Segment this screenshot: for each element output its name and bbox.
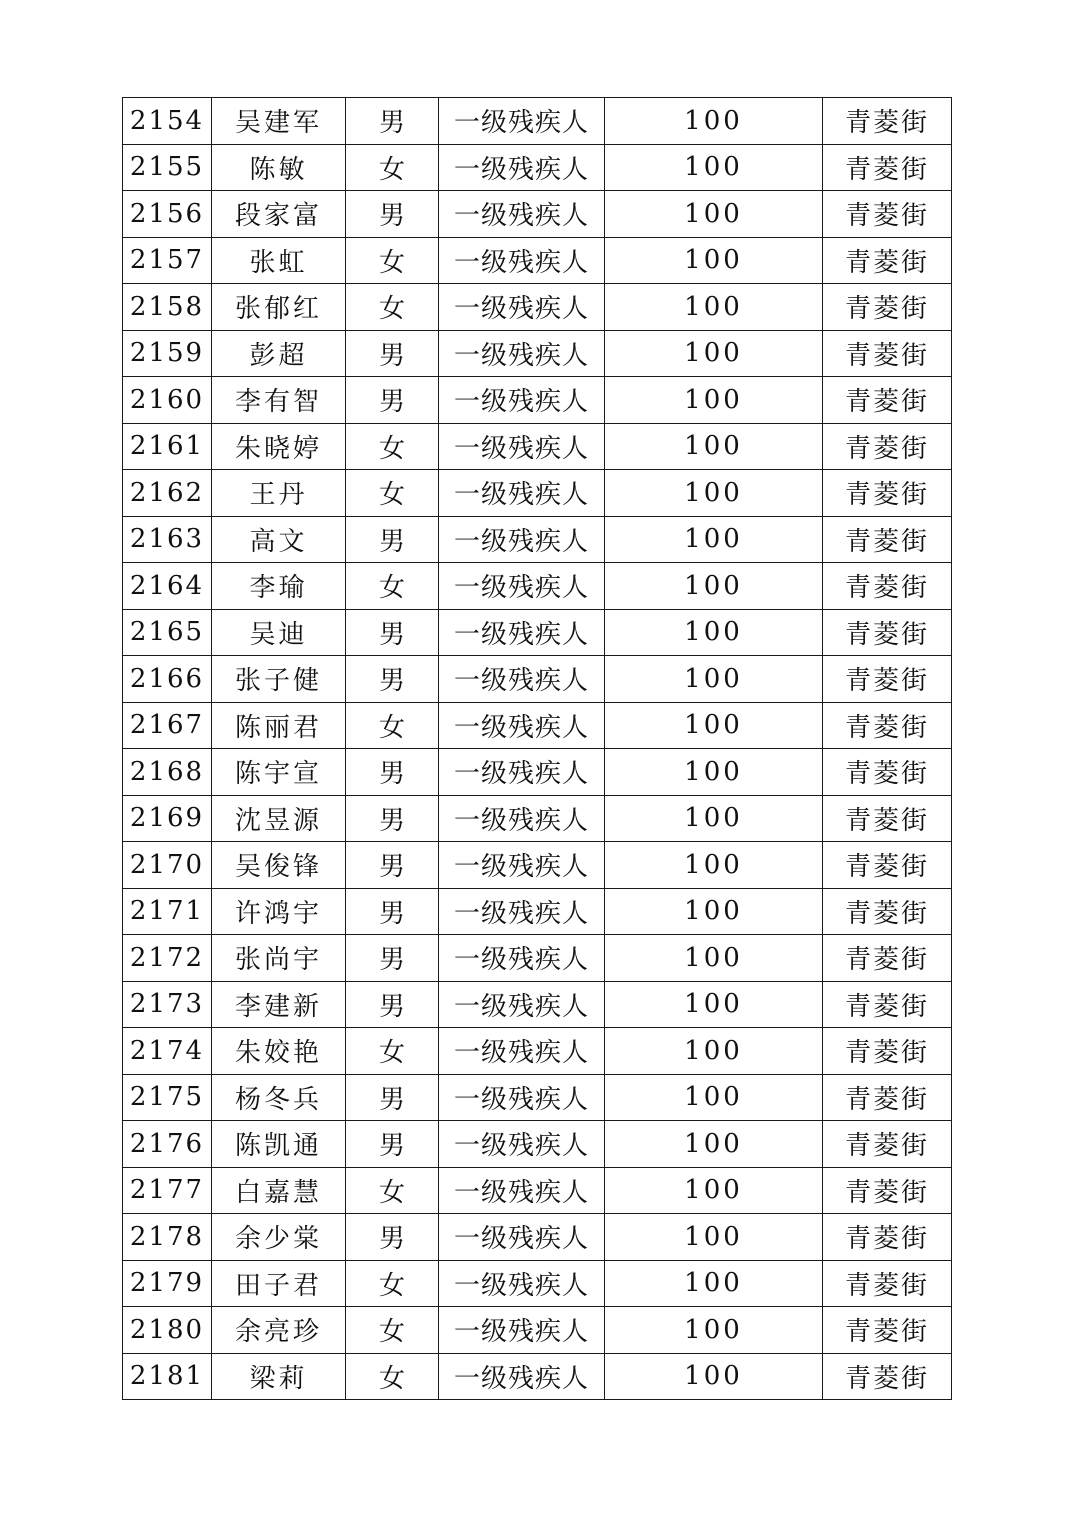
disability-level-cell: 一级残疾人 (439, 749, 605, 796)
amount-cell: 100 (605, 609, 823, 656)
table-row (123, 842, 952, 889)
amount-cell: 100 (605, 981, 823, 1028)
amount-cell: 100 (605, 1353, 823, 1400)
street-cell: 青菱街 (823, 563, 952, 610)
serial-number-cell: 2163 (123, 516, 212, 563)
amount-cell: 100 (605, 1074, 823, 1121)
name-cell: 吴建军 (212, 98, 346, 145)
serial-number-cell: 2181 (123, 1353, 212, 1400)
name-cell: 余少棠 (212, 1214, 346, 1261)
serial-number-cell: 2158 (123, 284, 212, 331)
disability-level-cell: 一级残疾人 (439, 563, 605, 610)
table-row (123, 1260, 952, 1307)
amount-cell: 100 (605, 1167, 823, 1214)
disability-level-cell: 一级残疾人 (439, 191, 605, 238)
disability-level-cell: 一级残疾人 (439, 377, 605, 424)
table-row (123, 1074, 952, 1121)
disability-level-cell: 一级残疾人 (439, 656, 605, 703)
street-cell: 青菱街 (823, 1074, 952, 1121)
amount-cell: 100 (605, 1121, 823, 1168)
serial-number-cell: 2155 (123, 144, 212, 191)
table-row (123, 516, 952, 563)
table-row (123, 470, 952, 517)
table-row (123, 656, 952, 703)
serial-number-cell: 2175 (123, 1074, 212, 1121)
name-cell: 张郁红 (212, 284, 346, 331)
serial-number-cell: 2180 (123, 1307, 212, 1354)
disability-level-cell: 一级残疾人 (439, 888, 605, 935)
table-row (123, 1307, 952, 1354)
serial-number-cell: 2169 (123, 795, 212, 842)
table-row (123, 423, 952, 470)
street-cell: 青菱街 (823, 656, 952, 703)
name-cell: 许鸿宇 (212, 888, 346, 935)
table-row (123, 1121, 952, 1168)
table-row (123, 563, 952, 610)
amount-cell: 100 (605, 1028, 823, 1075)
table-row (123, 237, 952, 284)
serial-number-cell: 2167 (123, 702, 212, 749)
amount-cell: 100 (605, 237, 823, 284)
gender-cell: 男 (346, 1214, 439, 1261)
amount-cell: 100 (605, 284, 823, 331)
table-row (123, 795, 952, 842)
disability-level-cell: 一级残疾人 (439, 702, 605, 749)
serial-number-cell: 2178 (123, 1214, 212, 1261)
table-row (123, 1028, 952, 1075)
street-cell: 青菱街 (823, 981, 952, 1028)
gender-cell: 男 (346, 609, 439, 656)
disability-level-cell: 一级残疾人 (439, 1214, 605, 1261)
gender-cell: 男 (346, 981, 439, 1028)
street-cell: 青菱街 (823, 935, 952, 982)
gender-cell: 女 (346, 1260, 439, 1307)
street-cell: 青菱街 (823, 842, 952, 889)
amount-cell: 100 (605, 423, 823, 470)
amount-cell: 100 (605, 377, 823, 424)
gender-cell: 男 (346, 1074, 439, 1121)
name-cell: 张尚宇 (212, 935, 346, 982)
name-cell: 王丹 (212, 470, 346, 517)
disability-level-cell: 一级残疾人 (439, 330, 605, 377)
serial-number-cell: 2172 (123, 935, 212, 982)
disability-level-cell: 一级残疾人 (439, 981, 605, 1028)
street-cell: 青菱街 (823, 144, 952, 191)
amount-cell: 100 (605, 1214, 823, 1261)
amount-cell: 100 (605, 470, 823, 517)
amount-cell: 100 (605, 516, 823, 563)
amount-cell: 100 (605, 98, 823, 145)
table-row (123, 377, 952, 424)
serial-number-cell: 2164 (123, 563, 212, 610)
street-cell: 青菱街 (823, 749, 952, 796)
table-row (123, 1353, 952, 1400)
street-cell: 青菱街 (823, 98, 952, 145)
amount-cell: 100 (605, 144, 823, 191)
serial-number-cell: 2165 (123, 609, 212, 656)
gender-cell: 女 (346, 1307, 439, 1354)
table-row (123, 888, 952, 935)
gender-cell: 男 (346, 377, 439, 424)
serial-number-cell: 2154 (123, 98, 212, 145)
disability-level-cell: 一级残疾人 (439, 842, 605, 889)
name-cell: 陈敏 (212, 144, 346, 191)
disability-level-cell: 一级残疾人 (439, 1074, 605, 1121)
serial-number-cell: 2168 (123, 749, 212, 796)
name-cell: 沈昱源 (212, 795, 346, 842)
amount-cell: 100 (605, 935, 823, 982)
disability-level-cell: 一级残疾人 (439, 1167, 605, 1214)
street-cell: 青菱街 (823, 1353, 952, 1400)
name-cell: 朱晓婷 (212, 423, 346, 470)
gender-cell: 男 (346, 842, 439, 889)
amount-cell: 100 (605, 842, 823, 889)
name-cell: 吴迪 (212, 609, 346, 656)
table-row (123, 702, 952, 749)
gender-cell: 男 (346, 795, 439, 842)
gender-cell: 男 (346, 330, 439, 377)
gender-cell: 男 (346, 888, 439, 935)
gender-cell: 男 (346, 191, 439, 238)
street-cell: 青菱街 (823, 1307, 952, 1354)
serial-number-cell: 2174 (123, 1028, 212, 1075)
serial-number-cell: 2162 (123, 470, 212, 517)
serial-number-cell: 2157 (123, 237, 212, 284)
serial-number-cell: 2170 (123, 842, 212, 889)
gender-cell: 男 (346, 98, 439, 145)
gender-cell: 女 (346, 1028, 439, 1075)
gender-cell: 男 (346, 1121, 439, 1168)
name-cell: 张虹 (212, 237, 346, 284)
table-row (123, 609, 952, 656)
serial-number-cell: 2156 (123, 191, 212, 238)
name-cell: 段家富 (212, 191, 346, 238)
disability-level-cell: 一级残疾人 (439, 237, 605, 284)
disability-level-cell: 一级残疾人 (439, 1307, 605, 1354)
gender-cell: 女 (346, 1167, 439, 1214)
amount-cell: 100 (605, 330, 823, 377)
disability-level-cell: 一级残疾人 (439, 1353, 605, 1400)
disability-level-cell: 一级残疾人 (439, 516, 605, 563)
serial-number-cell: 2159 (123, 330, 212, 377)
street-cell: 青菱街 (823, 330, 952, 377)
street-cell: 青菱街 (823, 702, 952, 749)
street-cell: 青菱街 (823, 377, 952, 424)
amount-cell: 100 (605, 888, 823, 935)
table-row (123, 749, 952, 796)
street-cell: 青菱街 (823, 470, 952, 517)
gender-cell: 女 (346, 563, 439, 610)
serial-number-cell: 2171 (123, 888, 212, 935)
amount-cell: 100 (605, 563, 823, 610)
street-cell: 青菱街 (823, 1028, 952, 1075)
disability-level-cell: 一级残疾人 (439, 1121, 605, 1168)
table-row (123, 330, 952, 377)
gender-cell: 女 (346, 470, 439, 517)
name-cell: 陈丽君 (212, 702, 346, 749)
name-cell: 张子健 (212, 656, 346, 703)
street-cell: 青菱街 (823, 237, 952, 284)
disability-level-cell: 一级残疾人 (439, 795, 605, 842)
name-cell: 陈凯通 (212, 1121, 346, 1168)
name-cell: 李有智 (212, 377, 346, 424)
amount-cell: 100 (605, 1260, 823, 1307)
amount-cell: 100 (605, 749, 823, 796)
name-cell: 田子君 (212, 1260, 346, 1307)
disability-level-cell: 一级残疾人 (439, 98, 605, 145)
street-cell: 青菱街 (823, 888, 952, 935)
amount-cell: 100 (605, 191, 823, 238)
street-cell: 青菱街 (823, 609, 952, 656)
street-cell: 青菱街 (823, 284, 952, 331)
gender-cell: 男 (346, 749, 439, 796)
street-cell: 青菱街 (823, 1260, 952, 1307)
disability-level-cell: 一级残疾人 (439, 935, 605, 982)
street-cell: 青菱街 (823, 516, 952, 563)
table-row (123, 1167, 952, 1214)
name-cell: 吴俊锋 (212, 842, 346, 889)
gender-cell: 女 (346, 1353, 439, 1400)
serial-number-cell: 2160 (123, 377, 212, 424)
amount-cell: 100 (605, 702, 823, 749)
street-cell: 青菱街 (823, 1167, 952, 1214)
disability-level-cell: 一级残疾人 (439, 609, 605, 656)
gender-cell: 女 (346, 237, 439, 284)
disability-level-cell: 一级残疾人 (439, 1260, 605, 1307)
table-row (123, 144, 952, 191)
serial-number-cell: 2173 (123, 981, 212, 1028)
street-cell: 青菱街 (823, 1121, 952, 1168)
name-cell: 李建新 (212, 981, 346, 1028)
name-cell: 余亮珍 (212, 1307, 346, 1354)
street-cell: 青菱街 (823, 191, 952, 238)
amount-cell: 100 (605, 656, 823, 703)
table-row (123, 1214, 952, 1261)
amount-cell: 100 (605, 795, 823, 842)
disability-level-cell: 一级残疾人 (439, 1028, 605, 1075)
name-cell: 白嘉慧 (212, 1167, 346, 1214)
name-cell: 杨冬兵 (212, 1074, 346, 1121)
roster-table (122, 97, 952, 1400)
disability-level-cell: 一级残疾人 (439, 144, 605, 191)
gender-cell: 男 (346, 656, 439, 703)
name-cell: 梁莉 (212, 1353, 346, 1400)
gender-cell: 女 (346, 702, 439, 749)
serial-number-cell: 2176 (123, 1121, 212, 1168)
table-row (123, 935, 952, 982)
name-cell: 高文 (212, 516, 346, 563)
table-row (123, 284, 952, 331)
name-cell: 朱姣艳 (212, 1028, 346, 1075)
disability-level-cell: 一级残疾人 (439, 470, 605, 517)
gender-cell: 女 (346, 284, 439, 331)
serial-number-cell: 2166 (123, 656, 212, 703)
roster-table-body (123, 98, 952, 1400)
gender-cell: 男 (346, 516, 439, 563)
street-cell: 青菱街 (823, 423, 952, 470)
gender-cell: 女 (346, 144, 439, 191)
gender-cell: 女 (346, 423, 439, 470)
street-cell: 青菱街 (823, 1214, 952, 1261)
serial-number-cell: 2161 (123, 423, 212, 470)
amount-cell: 100 (605, 1307, 823, 1354)
disability-level-cell: 一级残疾人 (439, 423, 605, 470)
street-cell: 青菱街 (823, 795, 952, 842)
serial-number-cell: 2177 (123, 1167, 212, 1214)
gender-cell: 男 (346, 935, 439, 982)
table-row (123, 191, 952, 238)
serial-number-cell: 2179 (123, 1260, 212, 1307)
name-cell: 彭超 (212, 330, 346, 377)
name-cell: 陈宇宣 (212, 749, 346, 796)
disability-level-cell: 一级残疾人 (439, 284, 605, 331)
table-row (123, 98, 952, 145)
name-cell: 李瑜 (212, 563, 346, 610)
table-row (123, 981, 952, 1028)
